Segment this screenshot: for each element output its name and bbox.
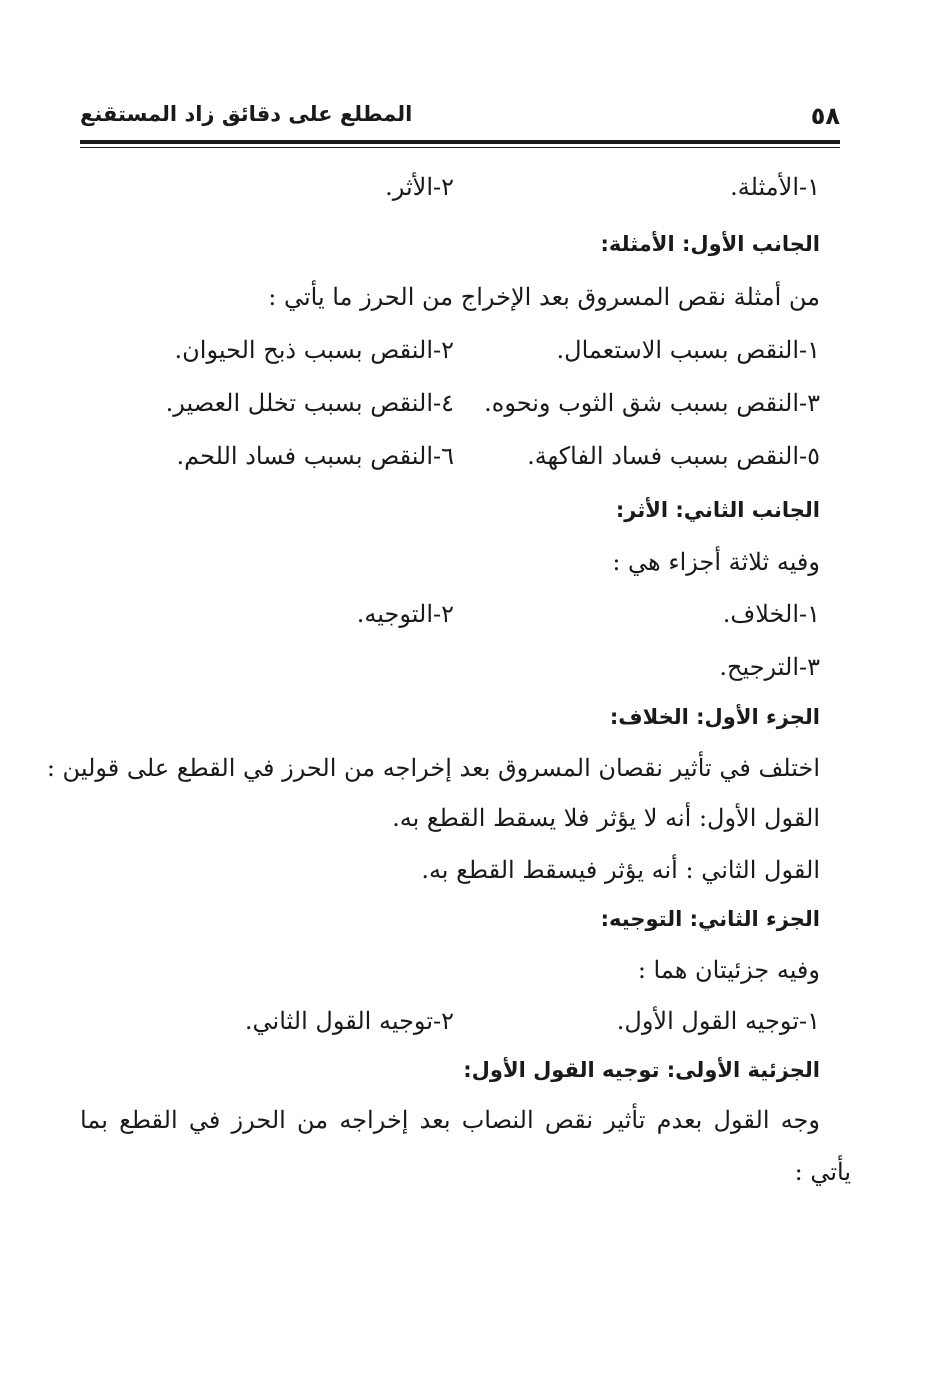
list-item: ٢-توجيه القول الثاني.: [244, 1007, 454, 1035]
page-header: [80, 100, 840, 138]
list-item: ١-النقص بسبب الاستعمال.: [556, 336, 820, 364]
list-item: ٥-النقص بسبب فساد الفاكهة.: [527, 442, 820, 470]
section-heading-justification: الجزء الثاني: التوجيه:: [600, 907, 820, 931]
list-item: ٦-النقص بسبب فساد اللحم.: [176, 442, 454, 470]
paragraph: من أمثلة نقص المسروق بعد الإخراج من الحرز ما يأتي :: [268, 283, 820, 311]
paragraph: القول الثاني : أنه يؤثر فيسقط القطع به.: [421, 856, 820, 884]
header-rule-thick: [80, 140, 840, 144]
subsection-heading: الجزئية الأولى: توجيه القول الأول:: [463, 1058, 820, 1082]
section-heading-effect: الجانب الثاني: الأثر:: [615, 498, 820, 522]
section-heading-examples: الجانب الأول: الأمثلة:: [600, 232, 820, 256]
paragraph: وفيه جزئيتان هما :: [637, 956, 820, 984]
paragraph: اختلف في تأثير نقصان المسروق بعد إخراجه من الحرز في القطع على قولين :: [46, 754, 820, 782]
paragraph: القول الأول: أنه لا يؤثر فلا يسقط القطع به.: [392, 804, 820, 832]
list-item: ١-توجيه القول الأول.: [616, 1007, 820, 1035]
page-number: ٥٨: [810, 102, 840, 130]
paragraph: وجه القول بعدم تأثير نقص النصاب بعد إخراجه من الحرز في القطع بما: [80, 1106, 820, 1134]
list-item: ١-الخلاف.: [722, 600, 820, 628]
paragraph: وفيه ثلاثة أجزاء هي :: [612, 548, 820, 576]
list-item: ٢-التوجيه.: [356, 600, 454, 628]
list-item: ٣-الترجيح.: [719, 653, 820, 681]
list-item-effect: ٢-الأثر.: [385, 173, 454, 201]
list-item: ٣-النقص بسبب شق الثوب ونحوه.: [484, 389, 820, 417]
section-heading-dispute: الجزء الأول: الخلاف:: [609, 705, 820, 729]
list-item: ٢-النقص بسبب ذبح الحيوان.: [174, 336, 454, 364]
running-title: المطلع على دقائق زاد المستقنع: [80, 102, 413, 126]
paragraph-continuation: يأتي :: [794, 1158, 851, 1186]
list-item-examples: ١-الأمثلة.: [730, 173, 820, 201]
list-item: ٤-النقص بسبب تخلل العصير.: [165, 389, 454, 417]
header-rule-thin: [80, 147, 840, 148]
